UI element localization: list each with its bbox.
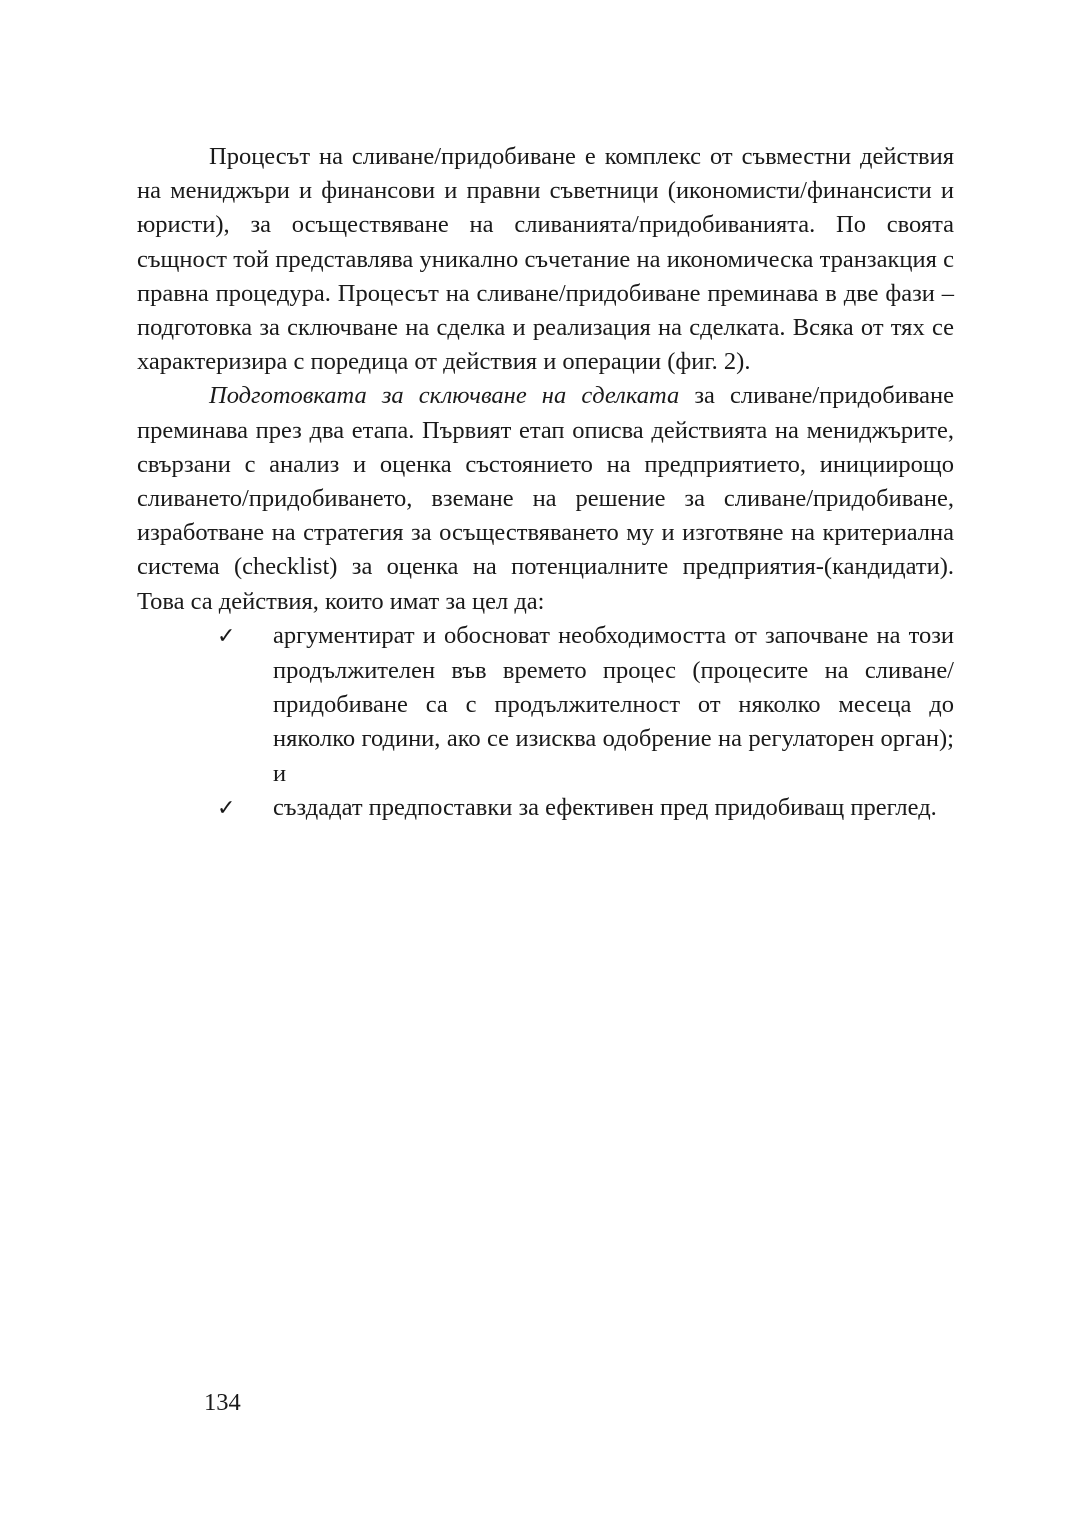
checklist-item-text: създадат предпоставки за ефективен пред придобиващ преглед. — [273, 793, 937, 821]
page-body — [137, 140, 954, 826]
paragraph-preparation-italic: Подготовката за сключване на сделката — [209, 382, 680, 410]
checkmark-icon: ✓ — [217, 623, 236, 649]
checklist-item — [217, 619, 954, 791]
checklist-item — [217, 791, 954, 826]
paragraph-preparation — [137, 379, 954, 618]
paragraph-preparation-text: за сливане/придобиване преминава през два етапа. Първият етап описва действията на мениджърите, свързани с анализ и оценка състоянието на предприятието, инициирощо сливането/придобиването, вземане на решение за сливане/придобиване, изработване на стратегия за осъществяването му и изготвяне на критериална система (checklist) за оценка на потенциалните предприятия-(кандидати). Това са действия, които имат за цел да: — [137, 382, 954, 615]
checkmark-icon: ✓ — [217, 795, 236, 821]
paragraph-process — [137, 140, 954, 379]
paragraph-process-text: Процесът на сливане/придобиване е комплекс от съвместни действия на мениджъри и финансови и правни съветници (икономисти/финансисти и юристи), за осъществяване на сливанията/придобиванията. По своята същност той представлява уникално съчетание на икономическа транзакция с правна процедура. Процесът на сливане/придобиване преминава в две фази – подготовка за сключване на сделка и реализация на сделката. Всяка от тях се характеризира с поредица от действия и операции (фиг. 2). — [137, 143, 954, 376]
page-number: 134 — [204, 1389, 241, 1416]
checklist — [137, 619, 954, 826]
checklist-item-text: аргументират и обосноват необходимостта от започване на този продължителен във времето процес (процесите на сливане/придобиване са с продължителност от няколко месеца до няколко години, ако се изисква одобрение на регулаторен орган); и — [273, 621, 954, 787]
